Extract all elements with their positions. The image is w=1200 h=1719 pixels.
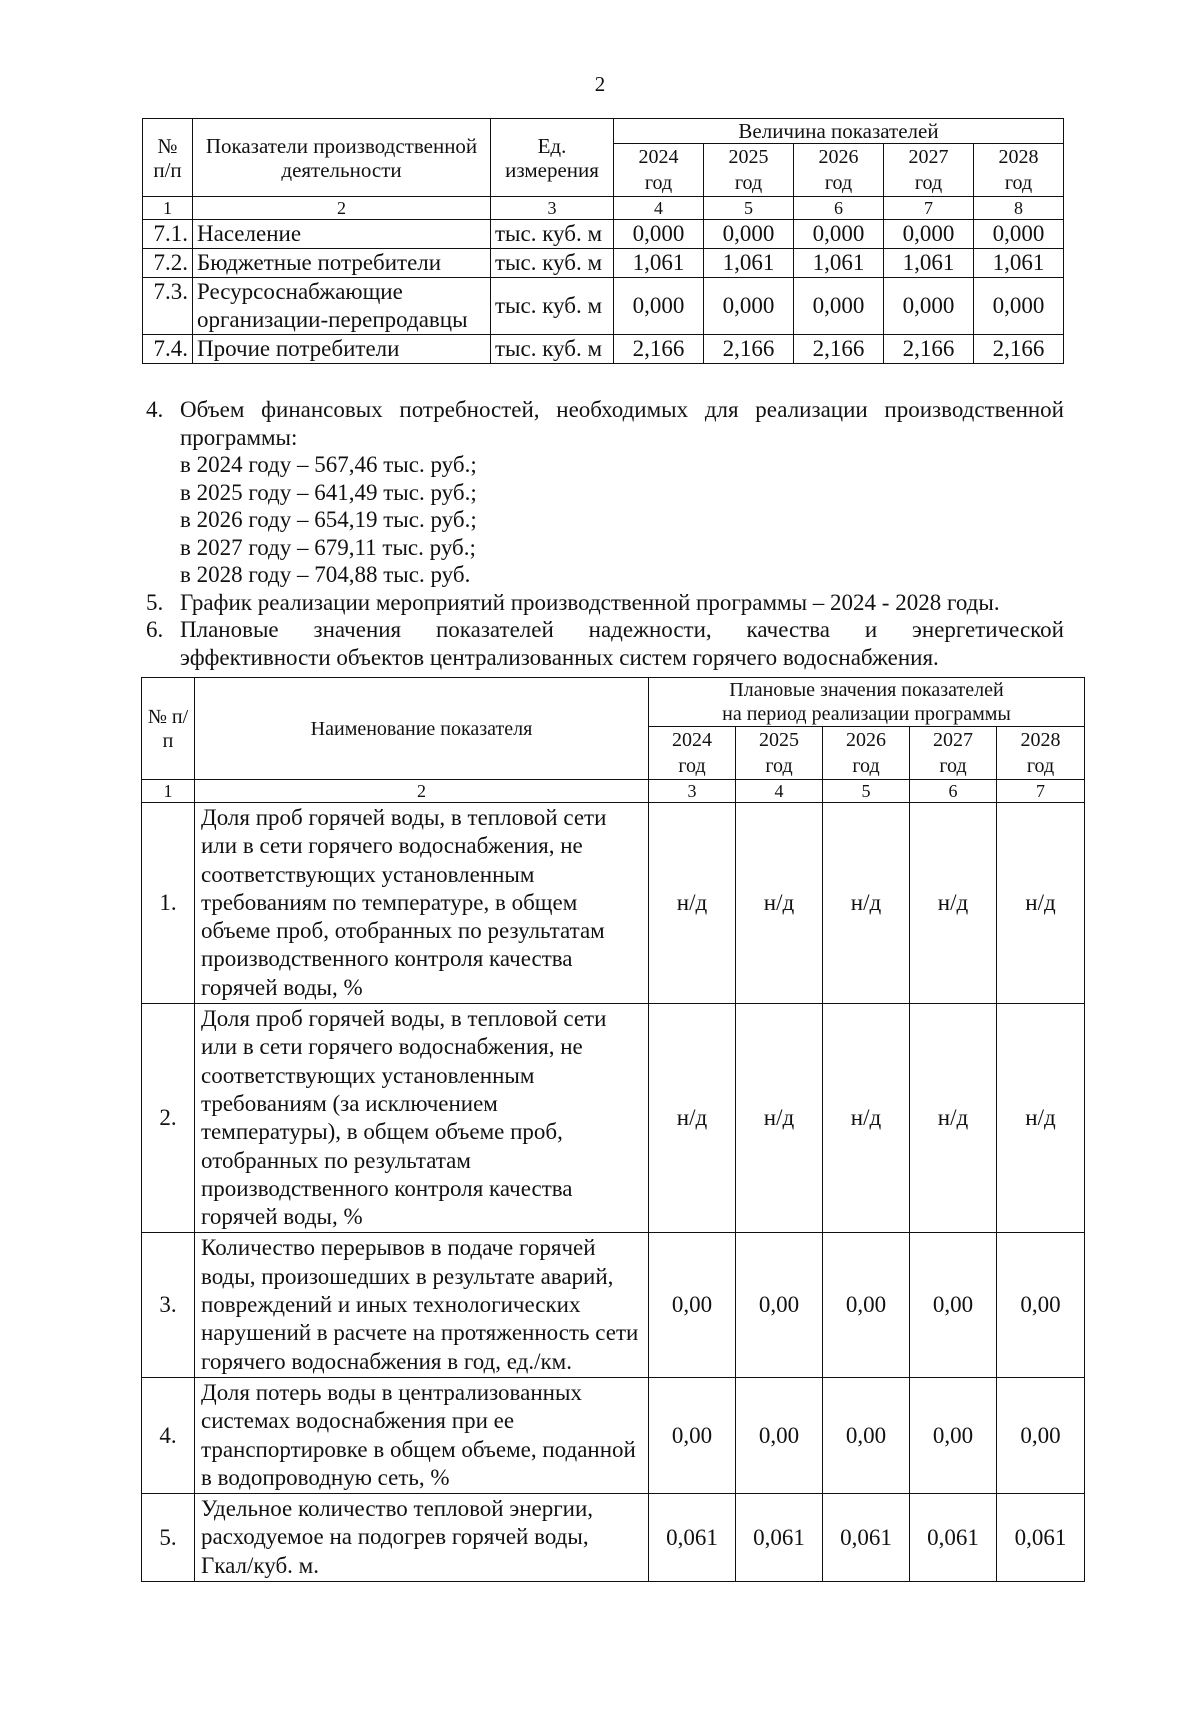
row-value: 0,00	[649, 1377, 736, 1493]
section-4-line: в 2026 году – 654,19 тыс. руб.;	[180, 507, 477, 532]
row-value: 0,00	[823, 1377, 910, 1493]
row-name: Ресурсоснабжающие организации-перепродавцы	[193, 278, 491, 335]
row-value: 1,061	[974, 249, 1064, 278]
row-number: 2.	[142, 1004, 195, 1233]
section-number: 6.	[146, 617, 164, 642]
section-number: 4.	[146, 397, 164, 422]
row-name: Удельное количество тепловой энергии, расходуемое на подогрев горячей воды, Гкал/куб. м.	[195, 1494, 649, 1582]
row-unit: тыс. куб. м	[491, 249, 614, 278]
row-unit: тыс. куб. м	[491, 335, 614, 364]
t2-column-numbers	[142, 780, 1085, 803]
row-value: 2,166	[794, 335, 884, 364]
t2-header-name: Наименование показателя	[195, 678, 649, 780]
row-number: 7.3.	[143, 278, 193, 335]
section-text: График реализации мероприятий производственной программы – 2024 - 2028 годы.	[180, 589, 1000, 615]
row-value: 0,000	[974, 278, 1064, 335]
t1-colnum: 2	[193, 197, 491, 220]
table-row	[143, 278, 1064, 335]
row-value: 0,00	[736, 1233, 823, 1377]
row-value: н/д	[649, 1004, 736, 1233]
row-value: 0,000	[614, 278, 704, 335]
t2-header-num: № п/п	[142, 678, 195, 780]
t1-colnum: 1	[143, 197, 193, 220]
t2-colnum: 1	[142, 780, 195, 803]
section-4	[146, 396, 1064, 451]
section-4-line: в 2024 году – 567,46 тыс. руб.;	[180, 452, 477, 477]
planned-indicators-table	[141, 677, 1085, 1582]
t2-year-2027: 2027 год	[910, 727, 997, 780]
t1-header-unit: Ед. измерения	[491, 119, 614, 197]
row-value: 0,000	[794, 220, 884, 249]
row-value: 0,00	[823, 1233, 910, 1377]
table-row	[143, 249, 1064, 278]
t2-colnum: 5	[823, 780, 910, 803]
section-6-line: эффективности объектов централизованных систем горячего водоснабжения.	[180, 644, 939, 670]
row-value: н/д	[910, 1004, 997, 1233]
row-name: Население	[193, 220, 491, 249]
t2-colnum: 3	[649, 780, 736, 803]
row-value: н/д	[823, 803, 910, 1004]
t1-year-2027: 2027 год	[884, 144, 974, 197]
row-value: 0,061	[649, 1494, 736, 1582]
row-number: 7.1.	[143, 220, 193, 249]
row-value: 0,00	[997, 1233, 1085, 1377]
row-value: 1,061	[884, 249, 974, 278]
row-value: н/д	[910, 803, 997, 1004]
row-unit: тыс. куб. м	[491, 278, 614, 335]
row-value: 0,00	[649, 1233, 736, 1377]
t1-column-numbers	[143, 197, 1064, 220]
t1-colnum: 4	[614, 197, 704, 220]
t2-year-2024: 2024 год	[649, 727, 736, 780]
table-row	[142, 1377, 1085, 1493]
row-value: 0,000	[884, 220, 974, 249]
row-value: 0,000	[614, 220, 704, 249]
row-name: Доля проб горячей воды, в тепловой сети или в сети горячего водоснабжения, не соответствующих установленным требованиям по температуре, в общем объеме проб, отобранных по результатам производственного контроля качества горячей воды, %	[195, 803, 649, 1004]
t1-header-indicator: Показатели производственной деятельности	[193, 119, 491, 197]
section-4-line: в 2027 году – 679,11 тыс. руб.;	[180, 534, 476, 560]
row-value: н/д	[736, 803, 823, 1004]
row-value: 0,000	[704, 220, 794, 249]
row-name: Бюджетные потребители	[193, 249, 491, 278]
t1-colnum: 6	[794, 197, 884, 220]
row-value: 0,000	[794, 278, 884, 335]
section-4-line: в 2025 году – 641,49 тыс. руб.;	[180, 479, 477, 505]
t1-colnum: 8	[974, 197, 1064, 220]
section-text: Плановые значения показателей надежности, качества и энергетической	[180, 617, 1064, 642]
t1-year-2024: 2024 год	[614, 144, 704, 197]
row-value: 0,061	[910, 1494, 997, 1582]
section-6	[146, 616, 1064, 644]
table-row	[142, 803, 1085, 1004]
row-value: 0,000	[974, 220, 1064, 249]
t1-header-num: № п/п	[143, 119, 193, 197]
row-name: Прочие потребители	[193, 335, 491, 364]
table-row	[142, 1004, 1085, 1233]
t1-colnum: 7	[884, 197, 974, 220]
row-value: н/д	[997, 1004, 1085, 1233]
section-text: Объем финансовых потребностей, необходимых для реализации производственной программы:	[180, 397, 1064, 450]
row-value: 2,166	[974, 335, 1064, 364]
row-value: 0,00	[910, 1233, 997, 1377]
row-name: Доля проб горячей воды, в тепловой сети или в сети горячего водоснабжения, не соответствующих установленным требованиям (за исключением температуры), в общем объеме проб, отобранных по результатам производственного контроля качества горячей воды, %	[195, 1004, 649, 1233]
section-4-line: в 2028 году – 704,88 тыс. руб.	[180, 562, 471, 587]
row-value: 0,00	[736, 1377, 823, 1493]
t1-year-2028: 2028 год	[974, 144, 1064, 197]
table-row	[142, 1494, 1085, 1582]
row-value: 2,166	[704, 335, 794, 364]
row-number: 5.	[142, 1494, 195, 1582]
row-name: Количество перерывов в подаче горячей воды, произошедших в результате аварий, повреждений и иных технологических нарушений в расчете на протяженность сети горячего водоснабжения в год, ед./км.	[195, 1233, 649, 1377]
section-5	[146, 589, 1064, 617]
row-value: 1,061	[704, 249, 794, 278]
t2-year-2026: 2026 год	[823, 727, 910, 780]
t1-header-group: Величина показателей	[614, 119, 1064, 144]
row-value: 0,061	[736, 1494, 823, 1582]
row-value: 0,061	[997, 1494, 1085, 1582]
t1-year-2025: 2025 год	[704, 144, 794, 197]
row-value: 2,166	[884, 335, 974, 364]
row-value: 0,00	[910, 1377, 997, 1493]
row-value: н/д	[736, 1004, 823, 1233]
table-row	[142, 1233, 1085, 1377]
production-indicators-table	[142, 118, 1064, 364]
row-value: 1,061	[794, 249, 884, 278]
t2-colnum: 4	[736, 780, 823, 803]
row-value: н/д	[997, 803, 1085, 1004]
row-value: 1,061	[614, 249, 704, 278]
row-number: 3.	[142, 1233, 195, 1377]
row-unit: тыс. куб. м	[491, 220, 614, 249]
row-value: 0,00	[997, 1377, 1085, 1493]
row-value: 2,166	[614, 335, 704, 364]
row-number: 7.2.	[143, 249, 193, 278]
row-name: Доля потерь воды в централизованных системах водоснабжения при ее транспортировке в общем объеме, поданной в водопроводную сеть, %	[195, 1377, 649, 1493]
row-value: 0,000	[704, 278, 794, 335]
t1-colnum: 3	[491, 197, 614, 220]
row-number: 1.	[142, 803, 195, 1004]
row-value: н/д	[649, 803, 736, 1004]
t2-colnum: 2	[195, 780, 649, 803]
row-number: 4.	[142, 1377, 195, 1493]
t2-colnum: 6	[910, 780, 997, 803]
table-row	[143, 220, 1064, 249]
t1-colnum: 5	[704, 197, 794, 220]
row-value: 0,061	[823, 1494, 910, 1582]
section-number: 5.	[146, 589, 164, 615]
row-number: 7.4.	[143, 335, 193, 364]
t2-colnum: 7	[997, 780, 1085, 803]
table-row	[143, 335, 1064, 364]
t2-header-group: Плановые значения показателей на период реализации программы	[649, 678, 1085, 727]
t1-year-2026: 2026 год	[794, 144, 884, 197]
t2-year-2028: 2028 год	[997, 727, 1085, 780]
document-body	[146, 396, 1064, 671]
row-value: 0,000	[884, 278, 974, 335]
row-value: н/д	[823, 1004, 910, 1233]
page-number: 2	[594, 72, 606, 96]
t2-year-2025: 2025 год	[736, 727, 823, 780]
